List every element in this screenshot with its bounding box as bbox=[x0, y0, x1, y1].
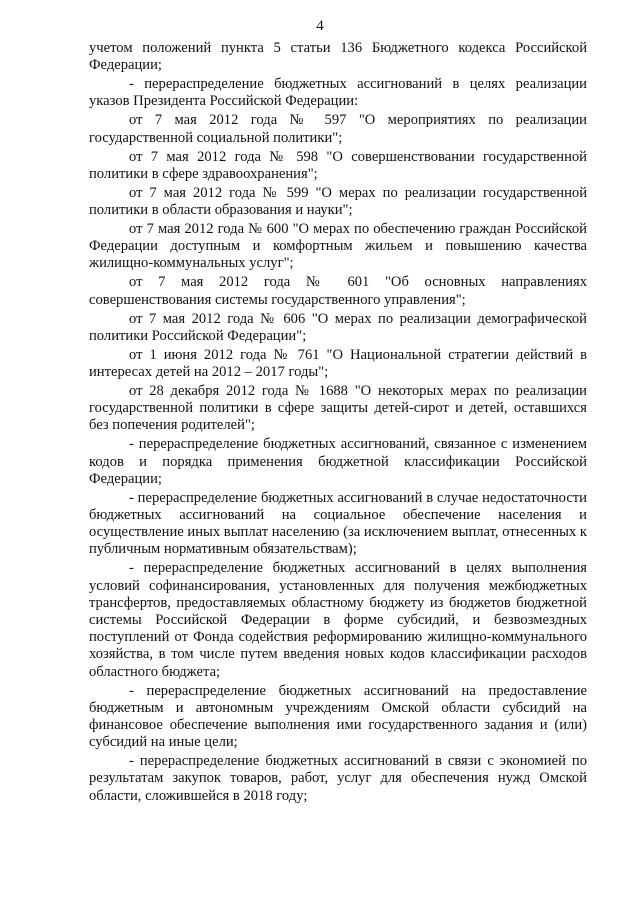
paragraph: от 7 мая 2012 года № 598 "О совершенствовании государственной политики в сфере здравоохранения"; bbox=[89, 148, 587, 182]
document-body bbox=[89, 40, 587, 807]
paragraph: - перераспределение бюджетных ассигнований в целях реализации указов Президента Российской Федерации: bbox=[89, 76, 587, 110]
paragraph: - перераспределение бюджетных ассигнований, связанное с изменением кодов и порядка применения бюджетной классификации Российской Федерации; bbox=[89, 436, 587, 487]
paragraph: - перераспределение бюджетных ассигнований в связи с экономией по результатам закупок товаров, работ, услуг для обеспечения нужд Омской области, сложившейся в 2018 году; bbox=[89, 753, 587, 804]
paragraph: - перераспределение бюджетных ассигнований в случае недостаточности бюджетных ассигнований на социальное обеспечение населения и осуществление иных выплат населению (за исключением выплат, отнесенных к публичным нормативным обязательствам); bbox=[89, 489, 587, 558]
paragraph: от 7 мая 2012 года № 599 "О мерах по реализации государственной политики в области образования и науки"; bbox=[89, 184, 587, 219]
paragraph: от 7 мая 2012 года № 606 "О мерах по реализации демографической политики Российской Федерации"; bbox=[89, 310, 587, 344]
paragraph: от 7 мая 2012 года № 601 "Об основных направлениях совершенствования системы государственного управления"; bbox=[89, 274, 587, 308]
paragraph: от 7 мая 2012 года № 597 "О мероприятиях по реализации государственной социальной политики"; bbox=[89, 112, 587, 146]
paragraph: - перераспределение бюджетных ассигнований на предоставление бюджетным и автономным учреждениям Омской области субсидий на финансовое обеспечение выполнения ими государственного задания и (или) субсидий на иные цели; bbox=[89, 682, 587, 751]
paragraph: - перераспределение бюджетных ассигнований в целях выполнения условий софинансирования, установленных для получения межбюджетных трансфертов, предоставляемых областному бюджету из бюджетов бюджетной системы Российской Федерации в форме субсидий, и безвозмездных поступлений от Фонда содействия реформированию жилищно-коммунального хозяйства, в том числе путем введения новых кодов классификации расходов областного бюджета; bbox=[89, 560, 587, 680]
paragraph: учетом положений пункта 5 статьи 136 Бюджетного кодекса Российской Федерации; bbox=[89, 40, 587, 74]
paragraph: от 1 июня 2012 года № 761 "О Национальной стратегии действий в интересах детей на 2012 – 2017 годы"; bbox=[89, 346, 587, 381]
paragraph: от 28 декабря 2012 года № 1688 "О некоторых мерах по реализации государственной политики в сфере защиты детей-сирот и детей, оставшихся без попечения родителей"; bbox=[89, 383, 587, 434]
paragraph: от 7 мая 2012 года № 600 "О мерах по обеспечению граждан Российской Федерации доступным и комфортным жильем и повышению качества жилищно-коммунальных услуг"; bbox=[89, 221, 587, 272]
page-number: 4 bbox=[316, 18, 324, 34]
